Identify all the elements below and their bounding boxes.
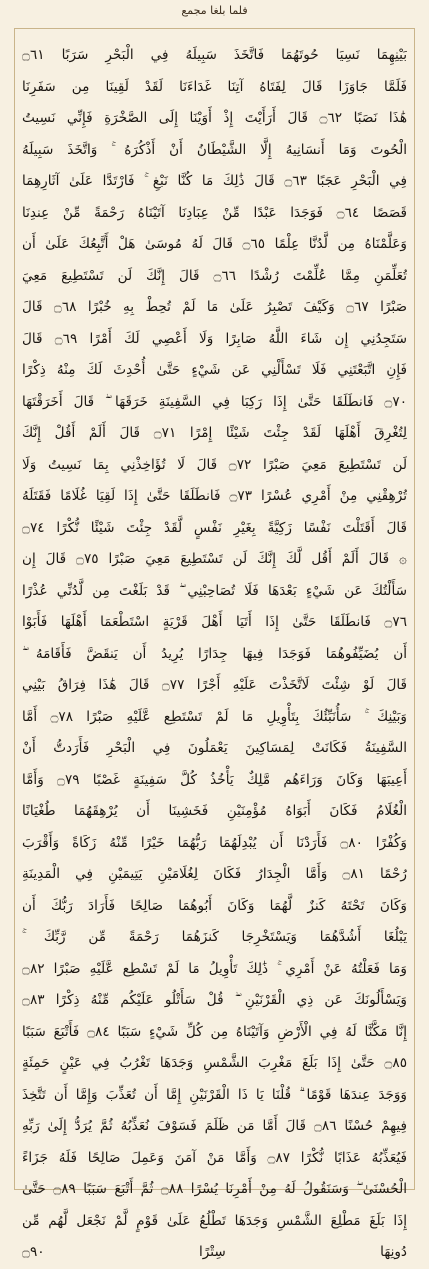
text-line: الْحُوتَ وَمَا أَنسَانِيهُ إِلَّا الشَّيْطَانُ أَنْ أَذْكُرَهُ ۚ وَاتَّخَذَ سَبِيلَهُ	[22, 141, 407, 158]
text-line: وَكُفْرًا ۝٨٠ فَأَرَدْنَا أَن يُبْدِلَهُمَا رَبُّهُمَا خَيْرًا مِّنْهُ زَكَاةً وَأَقْرَبَ	[22, 834, 407, 851]
text-line: فَيُعَذِّبُهُ عَذَابًا نُّكْرًا ۝٨٧ وَأَمَّا مَنْ آمَنَ وَعَمِلَ صَالِحًا فَلَهُ جَزَاءً	[22, 1149, 407, 1166]
text-line: فَلَمَّا جَاوَزَا قَالَ لِفَتَاهُ آتِنَا غَدَاءَنَا لَقَدْ لَقِينَا مِن سَفَرِنَا	[22, 78, 407, 95]
text-line: قَالَ لَوْ شِئْتَ لَاتَّخَذْتَ عَلَيْهِ أَجْرًا ۝٧٧ قَالَ هَٰذَا فِرَاقُ بَيْنِي	[22, 677, 407, 693]
text-line: وَوَجَدَ عِندَهَا قَوْمًا ۗ قُلْنَا يَا ذَا الْقَرْنَيْنِ إِمَّا أَن تُعَذِّبَ وَإِمَّا أَن تَتَّخِذَ	[22, 1086, 407, 1103]
text-line: هَٰذَا نَصَبًا ۝٦٢ قَالَ أَرَأَيْتَ إِذْ أَوَيْنَا إِلَى الصَّخْرَةِ فَإِنِّي نَسِيتُ	[22, 110, 407, 126]
text-line: لِتُغْرِقَ أَهْلَهَا لَقَدْ جِئْتَ شَيْئًا إِمْرًا ۝٧١ قَالَ أَلَمْ أَقُلْ إِنَّكَ	[22, 425, 407, 441]
text-line: أَن يُضَيِّفُوهُمَا فَوَجَدَا فِيهَا جِدَارًا يُرِيدُ أَن يَنقَضَّ فَأَقَامَهُ ۖ	[22, 645, 407, 662]
text-block	[22, 40, 407, 1260]
text-line: إِنَّا مَكَّنَّا لَهُ فِي الْأَرْضِ وَآتَيْنَاهُ مِن كُلِّ شَيْءٍ سَبَبًا ۝٨٤ فَأَتْبَعَ سَبَبًا	[22, 1023, 407, 1040]
text-line: أَعِيبَهَا وَكَانَ وَرَاءَهُم مَّلِكٌ يَأْخُذُ كُلَّ سَفِينَةٍ غَصْبًا ۝٧٩ وَأَمَّا	[22, 771, 407, 788]
text-line: وَعَلَّمْنَاهُ مِن لَّدُنَّا عِلْمًا ۝٦٥ قَالَ لَهُ مُوسَىٰ هَلْ أَتَّبِعُكَ عَلَىٰ أَن	[22, 236, 407, 252]
text-line: ۝٨٥ حَتَّىٰ إِذَا بَلَغَ مَغْرِبَ الشَّمْسِ وَجَدَهَا تَغْرُبُ فِي عَيْنٍ حَمِئَةٍ	[22, 1055, 407, 1071]
text-line: سَأَلْتُكَ عَن شَيْءٍ بَعْدَهَا فَلَا تُصَاحِبْنِي ۖ قَدْ بَلَغْتَ مِن لَّدُنِّي عُذْرًا	[22, 582, 407, 599]
text-line: وَبَيْنِكَ ۚ سَأُنَبِّئُكَ بِتَأْوِيلِ مَا لَمْ تَسْتَطِع عَّلَيْهِ صَبْرًا ۝٧٨ أَمَّا	[22, 708, 407, 725]
text-line: قَالَ أَقَتَلْتَ نَفْسًا زَكِيَّةً بِغَيْرِ نَفْسٍ لَّقَدْ جِئْتَ شَيْئًا نُّكْرًا ۝٧٤	[22, 519, 407, 536]
text-line: إِذَا بَلَغَ مَطْلِعَ الشَّمْسِ وَجَدَهَا تَطْلُعُ عَلَىٰ قَوْمٍ لَّمْ نَجْعَل لَّهُم مِّن	[22, 1212, 407, 1229]
text-line: وَكَانَ تَحْتَهُ كَنزٌ لَّهُمَا وَكَانَ أَبُوهُمَا صَالِحًا فَأَرَادَ رَبُّكَ أَن	[22, 897, 407, 914]
text-line: تُرْهِقْنِي مِنْ أَمْرِي عُسْرًا ۝٧٣ فَانطَلَقَا حَتَّىٰ إِذَا لَقِيَا غُلَامًا فَقَتَلَهُ	[22, 488, 407, 504]
text-line: تُعَلِّمَنِ مِمَّا عُلِّمْتَ رُشْدًا ۝٦٦ قَالَ إِنَّكَ لَن تَسْتَطِيعَ مَعِيَ	[22, 267, 407, 284]
text-line: صَبْرًا ۝٦٧ وَكَيْفَ تَصْبِرُ عَلَىٰ مَا لَمْ تُحِطْ بِهِ خُبْرًا ۝٦٨ قَالَ	[22, 299, 407, 315]
text-line: قَصَصًا ۝٦٤ فَوَجَدَا عَبْدًا مِّنْ عِبَادِنَا آتَيْنَاهُ رَحْمَةً مِّنْ عِندِنَا	[22, 204, 407, 221]
text-line: سَتَجِدُنِي إِن شَاءَ اللَّهُ صَابِرًا وَلَا أَعْصِي لَكَ أَمْرًا ۝٦٩ قَالَ	[22, 330, 407, 347]
text-line: وَمَا فَعَلْتُهُ عَنْ أَمْرِي ۚ ذَٰلِكَ تَأْوِيلُ مَا لَمْ تَسْطِع عَّلَيْهِ صَبْرًا ۝٨٢	[22, 960, 407, 977]
text-line: وَيَسْأَلُونَكَ عَن ذِي الْقَرْنَيْنِ ۖ قُلْ سَأَتْلُو عَلَيْكُم مِّنْهُ ذِكْرًا ۝٨٣	[22, 992, 407, 1008]
page-header: فلما بلغا مجمع	[181, 4, 248, 17]
text-line: لَن تَسْتَطِيعَ مَعِيَ صَبْرًا ۝٧٢ قَالَ لَا تُؤَاخِذْنِي بِمَا نَسِيتُ وَلَا	[22, 456, 407, 473]
text-line: يَبْلُغَا أَشُدَّهُمَا وَيَسْتَخْرِجَا كَنزَهُمَا رَحْمَةً مِّن رَّبِّكَ ۚ	[22, 929, 407, 945]
text-line: الْغُلَامُ فَكَانَ أَبَوَاهُ مُؤْمِنَيْنِ فَخَشِينَا أَن يُرْهِقَهُمَا طُغْيَانًا	[22, 803, 407, 819]
text-line: السَّفِينَةُ فَكَانَتْ لِمَسَاكِينَ يَعْمَلُونَ فِي الْبَحْرِ فَأَرَدتُّ أَنْ	[22, 740, 407, 756]
text-line: رُحْمًا ۝٨١ وَأَمَّا الْجِدَارُ فَكَانَ لِغُلَامَيْنِ يَتِيمَيْنِ فِي الْمَدِينَةِ	[22, 866, 407, 882]
text-line: بَيْنِهِمَا نَسِيَا حُوتَهُمَا فَاتَّخَذَ سَبِيلَهُ فِي الْبَحْرِ سَرَبًا ۝٦١	[22, 47, 407, 63]
text-line: فِي الْبَحْرِ عَجَبًا ۝٦٣ قَالَ ذَٰلِكَ مَا كُنَّا نَبْغِ ۚ فَارْتَدَّا عَلَىٰ آثَارِهِمَا	[22, 173, 407, 189]
text-line: ۝٧٦ فَانطَلَقَا حَتَّىٰ إِذَا أَتَيَا أَهْلَ قَرْيَةٍ اسْتَطْعَمَا أَهْلَهَا فَأَبَوْا	[22, 614, 407, 630]
text-line: ۞ قَالَ أَلَمْ أَقُل لَّكَ إِنَّكَ لَن تَسْتَطِيعَ مَعِيَ صَبْرًا ۝٧٥ قَالَ إِن	[22, 551, 407, 567]
text-line: فَإِنِ اتَّبَعْتَنِي فَلَا تَسْأَلْنِي عَن شَيْءٍ حَتَّىٰ أُحْدِثَ لَكَ مِنْهُ ذِكْرًا	[22, 362, 407, 378]
text-line: دُونِهَا سِتْرًا ۝٩٠	[22, 1244, 407, 1260]
text-line: فِيهِمْ حُسْنًا ۝٨٦ قَالَ أَمَّا مَن ظَلَمَ فَسَوْفَ نُعَذِّبُهُ ثُمَّ يُرَدُّ إِلَىٰ رَبِّهِ	[22, 1118, 407, 1134]
text-line: الْحُسْنَىٰ ۖ وَسَنَقُولُ لَهُ مِنْ أَمْرِنَا يُسْرًا ۝٨٨ ثُمَّ أَتْبَعَ سَبَبًا ۝٨٩ حَتَّىٰ	[22, 1181, 407, 1197]
text-line: ۝٧٠ فَانطَلَقَا حَتَّىٰ إِذَا رَكِبَا فِي السَّفِينَةِ خَرَقَهَا ۖ قَالَ أَخَرَقْتَهَا	[22, 393, 407, 410]
